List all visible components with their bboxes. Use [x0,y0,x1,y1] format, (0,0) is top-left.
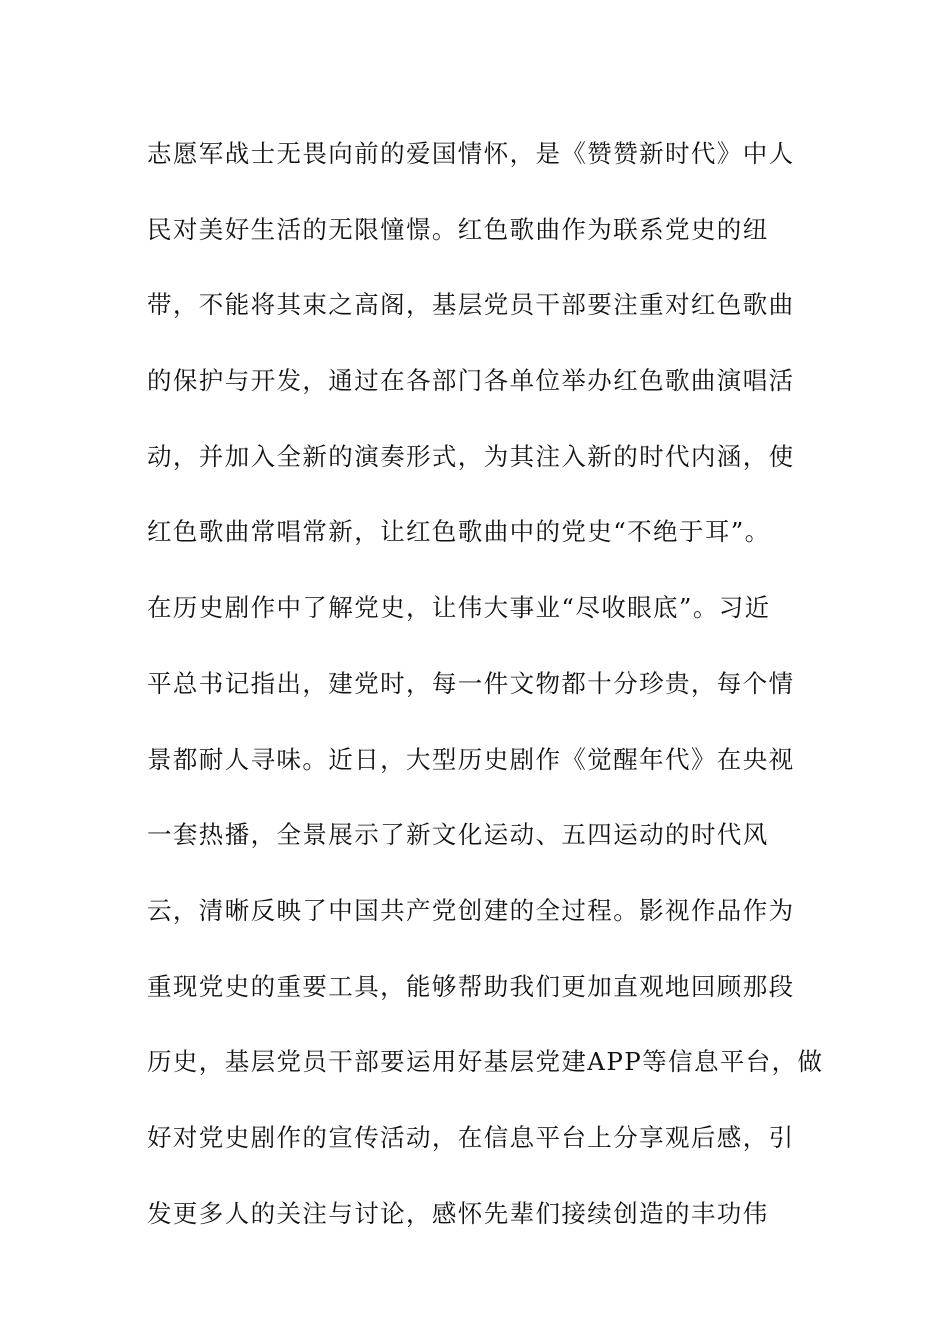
text-line: 重现党史的重要工具，能够帮助我们更加直观地回顾那段 [147,971,795,1001]
text-line: 云，清晰反映了中国共产党创建的全过程。影视作品作为 [147,895,795,925]
text-line: 一套热播，全景展示了新文化运动、五四运动的时代风 [147,820,769,850]
text-line: 民对美好生活的无限憧憬。红色歌曲作为联系党史的纽 [147,214,769,244]
text-line: 带，不能将其束之高阁，基层党员干部要注重对红色歌曲 [147,290,795,320]
text-line: 好对党史剧作的宣传活动，在信息平台上分享观后感，引 [147,1122,795,1152]
text-line: 红色歌曲常唱常新，让红色歌曲中的党史“不绝于耳”。 [147,517,771,547]
body-text [147,128,827,1263]
text-line: 志愿军战士无畏向前的爱国情怀，是《赞赞新时代》中人 [147,139,795,168]
text-line: 发更多人的关注与讨论，感怀先辈们接续创造的丰功伟 [147,1198,769,1228]
text-line: 在历史剧作中了解党史，让伟大事业“尽收眼底”。习近 [147,593,771,623]
text-line: 历史，基层党员干部要运用好基层党建APP等信息平台，做 [147,1047,824,1077]
text-line: 景都耐人寻味。近日，大型历史剧作《觉醒年代》在央视 [147,744,795,774]
text-line: 平总书记指出，建党时，每一件文物都十分珍贵，每个情 [147,668,795,698]
text-line: 的保护与开发，通过在各部门各单位举办红色歌曲演唱活 [147,366,795,396]
text-line: 动，并加入全新的演奏形式，为其注入新的时代内涵，使 [147,441,795,471]
